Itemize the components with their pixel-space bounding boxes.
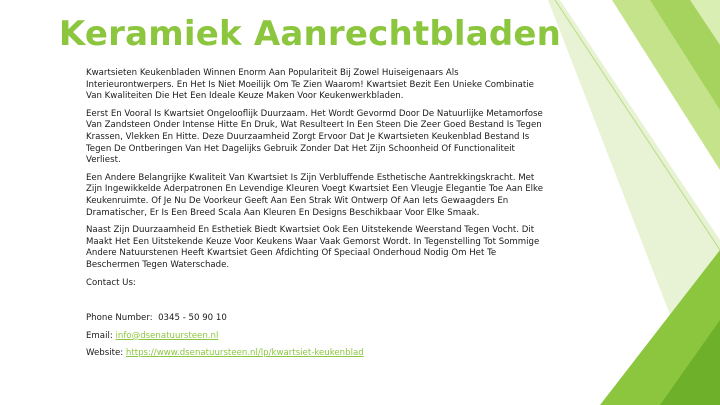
email-label: Email: [86, 330, 113, 341]
email-line [86, 331, 546, 343]
phone-line [86, 313, 546, 325]
phone-label: Phone Number: [86, 313, 153, 324]
contact-heading: Contact Us: [86, 277, 136, 288]
paragraph-durability: Eerst En Vooral Is Kwartsiet Ongelooflijk Duurzaam. Het Wordt Gevormd Door De Natuurlijke Metamorfose Van Zandsteen Onder Intense Hitte En Druk, Wat Resulteert In Een Steen Die Zeer Goed Bestand Is Tegen Krassen, Vlekken En Hitte. Deze Duurzaamheid Zorgt Ervoor Dat Je Kwartsieten Keukenblad Bestand Is Tegen De Ontberingen Van Het Dagelijks Gebruik Zonder Dat Het Zijn Schoonheid Of Functionaliteit Verliest. [86, 108, 543, 166]
slide-title: Keramiek Aanrechtbladen [58, 14, 562, 54]
email-link[interactable]: info@dsenatuursteen.nl [115, 330, 219, 341]
paragraph-intro: Kwartsieten Keukenbladen Winnen Enorm Aan Populariteit Bij Zowel Huiseigenaars Als Interieurontwerpers. En Het Is Niet Moeilijk Om Te Zien Waarom! Kwartsiet Bezit Een Unieke Combinatie Van Kwaliteiten Die Het Een Ideale Keuze Maken Voor Keukenwerkbladen. [86, 68, 534, 102]
spacer [86, 295, 546, 313]
website-link[interactable]: https://www.dsenatuursteen.nl/lp/kwartsiet-keukenblad [125, 348, 364, 359]
slide-body [86, 68, 546, 366]
phone-value: 0345 - 50 90 10 [158, 313, 227, 324]
paragraph-moisture: Naast Zijn Duurzaamheid En Esthetiek Biedt Kwartsiet Ook Een Uitstekende Weerstand Tegen Vocht. Dit Maakt Het Een Uitstekende Keuze Voor Keukens Waar Vaak Gemorst Wordt. In Tegenstelling Tot Sommige Andere Natuurstenen Heeft Kwartsiet Geen Afdichting Of Speciaal Onderhoud Nodig Om Het Te Beschermen Tegen Waterschade. [86, 225, 540, 270]
paragraph-aesthetics: Een Andere Belangrijke Kwaliteit Van Kwartsiet Is Zijn Verbluffende Esthetische Aantrekkingskracht. Met Zijn Ingewikkelde Aderpatronen En Levendige Kleuren Voegt Kwartsiet Een Vleugje Elegantie Toe Aan Elke Keukenruimte. Of Je Nu De Voorkeur Geeft Aan Een Strak Wit Ontwerp Of Aan Iets Gewaagders En Dramatischer, Er Is Een Breed Scala Aan Kleuren En Designs Beschikbaar Voor Elke Smaak. [86, 172, 543, 218]
website-line [86, 348, 546, 360]
website-label: Website: [86, 348, 124, 359]
